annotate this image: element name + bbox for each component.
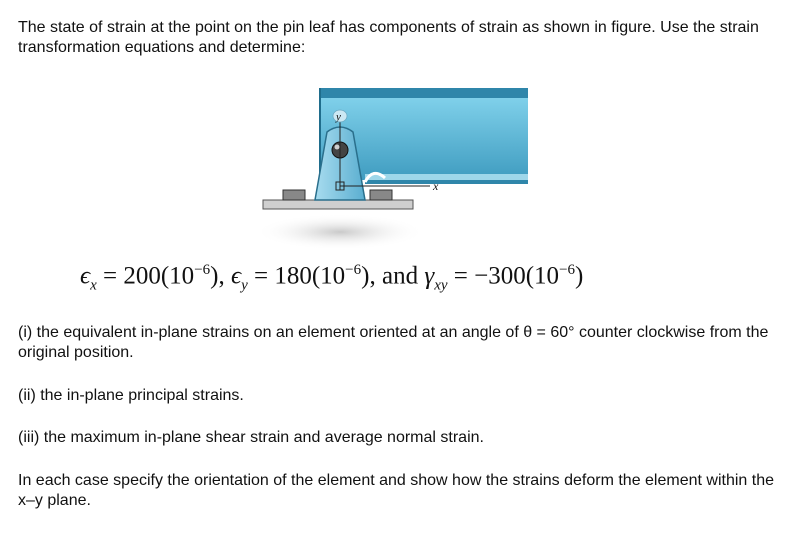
epsilon-x-exponent: −6 <box>194 262 211 278</box>
strain-equation: $\epsilon_x = 200(10^{-6})$, $\epsilon_y = 180(10^{-6})$, and $\gamma_{xy} = -300(10^{-6})$ <box>80 262 584 294</box>
epsilon-x-value: 200(10 <box>123 262 195 290</box>
epsilon-y-subscript: y <box>241 277 248 294</box>
pin-leaf-figure <box>255 82 535 252</box>
problem-intro: The state of strain at the point on the pin leaf has components of strain as shown in figure. Use the strain transformation equations and determine: <box>18 19 759 56</box>
epsilon-x-symbol: ϵ <box>80 262 91 290</box>
part-iii-text: (iii) the maximum in-plane shear strain and average normal strain. <box>18 429 484 446</box>
x-axis-label: x <box>433 179 439 193</box>
epsilon-y-symbol: ϵ <box>230 262 242 290</box>
part-i-text: (i) the equivalent in-plane strains on an element oriented at an angle of θ = 60° counter clockwise from the original position. <box>18 324 769 361</box>
gamma-xy-value: −300(10 <box>474 262 560 290</box>
gamma-xy-exponent: −6 <box>559 262 576 278</box>
gamma-xy-subscript: xy <box>434 277 448 294</box>
epsilon-x-subscript: x <box>90 277 97 294</box>
floor-shadow <box>255 214 425 250</box>
part-ii-text: (ii) the in-plane principal strains. <box>18 387 244 404</box>
epsilon-y-value: 180(10 <box>274 262 346 290</box>
gamma-xy-symbol: γ <box>424 262 435 290</box>
y-axis-label: y <box>336 111 341 123</box>
and-word: and <box>381 262 419 290</box>
instructions-text: In each case specify the orientation of the element and show how the strains deform the element within the x–y plane. <box>18 472 774 509</box>
epsilon-y-exponent: −6 <box>345 262 362 278</box>
